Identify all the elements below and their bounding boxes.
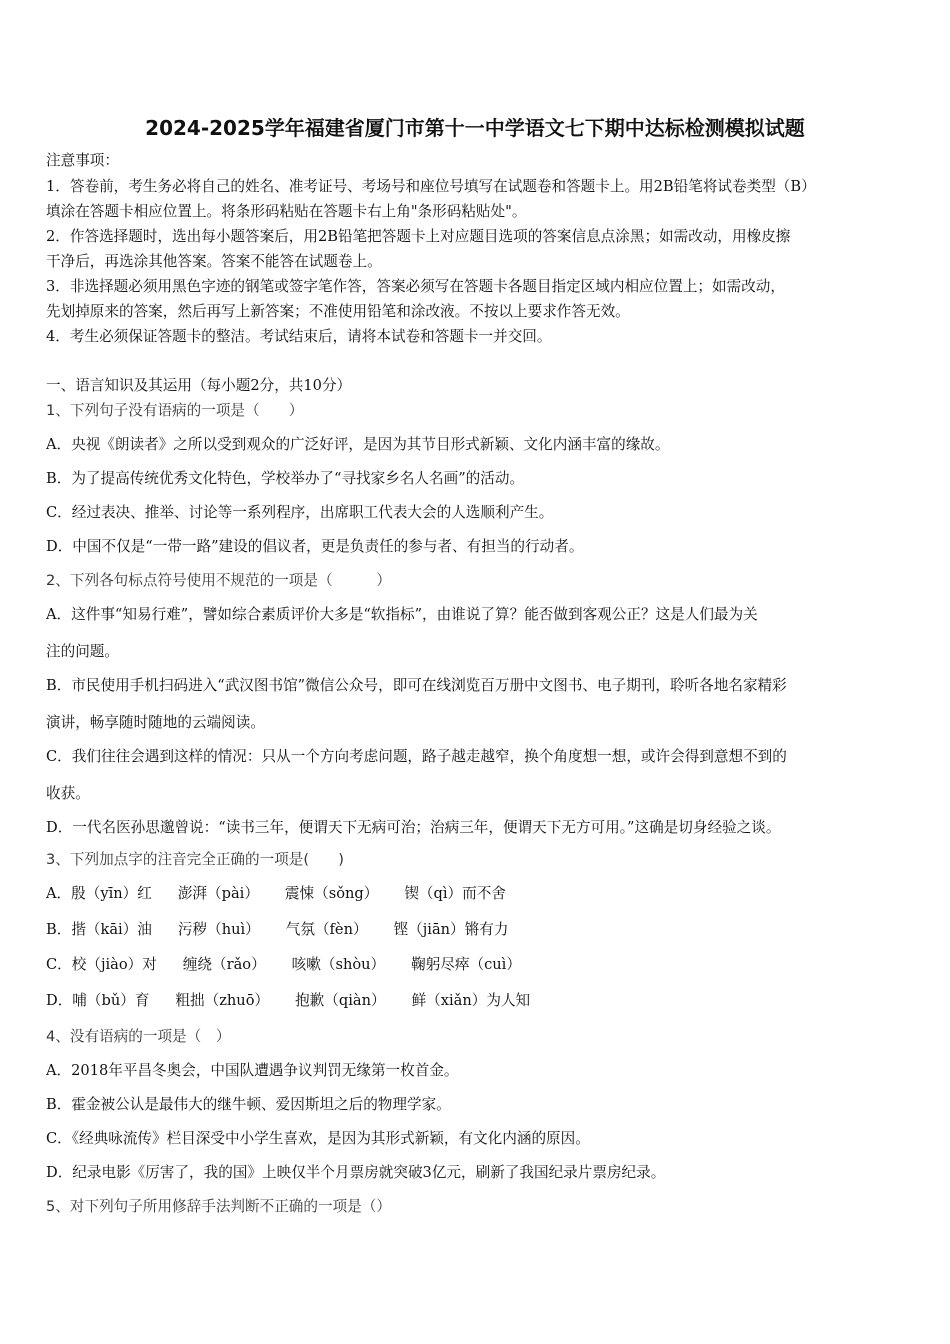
notice-line: 填涂在答题卡相应位置上。将条形码粘贴在答题卡右上角"条形码粘贴处"。 [46,203,527,220]
pinyin-item: 锲（qì）而不舍 [404,885,506,902]
pinyin-item: 震悚（sǒng） [284,885,379,902]
page-title: 2024-2025学年福建省厦门市第十一中学语文七下期中达标检测模拟试题 [145,116,805,140]
notice-line: 1．答卷前，考生务必将自己的姓名、准考证号、考场号和座位号填写在试题卷和答题卡上。用2B铅笔将试卷类型（B） [46,178,816,195]
question-stem: 1、下列句子没有语病的一项是（ ） [46,402,304,419]
option-c [46,955,910,975]
pinyin-item: 粗拙（zhuō） [175,992,270,1009]
notice-line: 2．作答选择题时，选出每小题答案后，用2B铅笔把答题卡上对应题目选项的答案信息点涂黑；如需改动，用橡皮擦 [46,228,791,245]
pinyin-item: 缠绕（rǎo） [182,956,266,973]
pinyin-item: 咳嗽（shòu） [291,956,386,973]
pinyin-item: 铿（jiān）锵有力 [393,921,509,938]
option-b-cont: 演讲，畅享随时随地的云端阅读。 [46,714,265,731]
question-stem: 2、下列各句标点符号使用不规范的一项是（ ） [46,572,391,589]
option-a-cont: 注的问题。 [46,643,119,660]
section-heading: 一、语言知识及其运用（每小题2分，共10分） [46,377,352,394]
option-c: C．《经典咏流传》栏目深受中小学生喜欢，是因为其形式新颖，有文化内涵的原因。 [46,1130,590,1147]
option-b: B．霍金被公认是最伟大的继牛顿、爱因斯坦之后的物理学家。 [46,1096,451,1113]
pinyin-item: 鲜（xiǎn）为人知 [411,992,531,1009]
question-stem: 3、下列加点字的注音完全正确的一项是( ) [46,851,344,868]
pinyin-item: 澎湃（pài） [177,885,259,902]
notice-line: 3．非选择题必须用黑色字迹的钢笔或签字笔作答，答案必须写在答题卡各题目指定区域内相应位置上；如需改动， [46,278,785,295]
pinyin-item: B．揩（kāi）油 [46,921,152,938]
option-c: C．经过表决、推举、讨论等一系列程序，出席职工代表大会的人选顺利产生。 [46,504,554,521]
notice-line: 4．考生必须保证答题卡的整洁。考试结束后，请将本试卷和答题卡一并交回。 [46,328,552,345]
option-d: D．一代名医孙思邈曾说：“读书三年，便谓天下无病可治；治病三年，便谓天下无方可用。”这确是切身经验之谈。 [46,819,781,836]
option-a: A．2018年平昌冬奥会，中国队遭遇争议判罚无缘第一枚首金。 [46,1062,459,1079]
notice-line: 干净后，再选涂其他答案。答案不能答在试题卷上。 [46,253,382,270]
option-d: D．纪录电影《厉害了，我的国》上映仅半个月票房就突破3亿元，刷新了我国纪录片票房纪录。 [46,1164,666,1181]
option-c: C．我们往往会遇到这样的情况：只从一个方向考虑问题，路子越走越窄，换个角度想一想，或许会得到意想不到的 [46,748,787,765]
option-b [46,920,910,940]
option-a: A．央视《朗读者》之所以受到观众的广泛好评，是因为其节目形式新颖、文化内涵丰富的缘故。 [46,436,670,453]
notice-line: 先划掉原来的答案，然后再写上新答案；不准使用铅笔和涂改液。不按以上要求作答无效。 [46,303,630,320]
pinyin-item: 气氛（fèn） [285,921,368,938]
pinyin-item: 鞠躬尽瘁（cuì） [411,956,521,973]
pinyin-item: D．哺（bǔ）育 [46,992,150,1009]
pinyin-item: C．校（jiào）对 [46,956,157,973]
pinyin-item: A．殷（yīn）红 [46,885,152,902]
option-a: A．这件事“知易行难”，譬如综合素质评价大多是“软指标”，由谁说了算？能否做到客观公正？这是人们最为关 [46,606,758,623]
option-b: B．为了提高传统优秀文化特色，学校举办了“寻找家乡名人名画”的活动。 [46,470,525,487]
option-d: D．中国不仅是“一带一路”建设的倡议者，更是负责任的参与者、有担当的行动者。 [46,538,584,555]
option-d [46,991,910,1011]
option-b: B．市民使用手机扫码进入“武汉图书馆”微信公众号，即可在线浏览百万册中文图书、电子期刊，聆听各地名家精彩 [46,677,787,694]
pinyin-item: 污秽（huì） [177,921,260,938]
question-stem: 5、对下列句子所用修辞手法判断不正确的一项是（） [46,1198,391,1215]
pinyin-item: 抱歉（qiàn） [295,992,386,1009]
option-a [46,884,910,904]
question-stem: 4、没有语病的一项是（ ） [46,1028,231,1045]
option-c-cont: 收获。 [46,785,90,802]
notice-heading: 注意事项： [46,152,119,169]
